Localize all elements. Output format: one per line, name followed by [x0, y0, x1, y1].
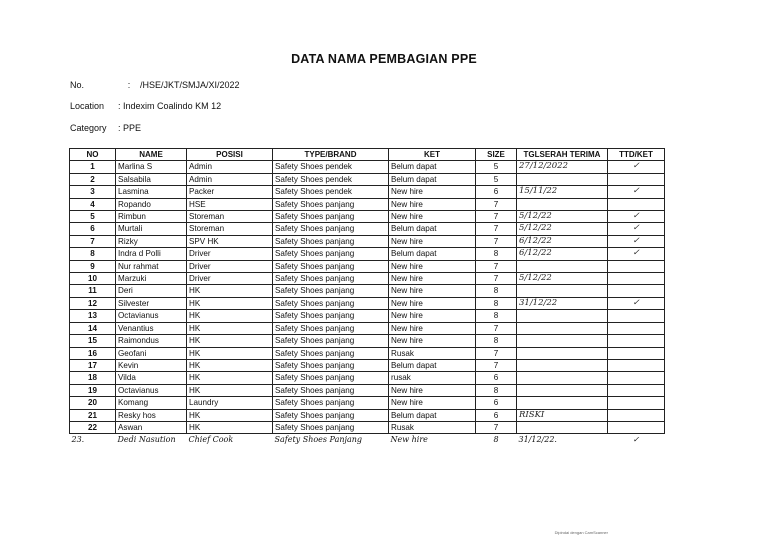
- cell-posisi: Laundry: [187, 397, 273, 409]
- cell-ket: New hire: [389, 273, 476, 285]
- meta-category-label: Category: [70, 123, 107, 133]
- table-row: [70, 359, 665, 371]
- cell-tgl-serah-terima: [517, 335, 608, 347]
- cell-ttd-signature: [608, 409, 665, 421]
- cell-size: 7: [476, 273, 517, 285]
- cell-posisi: HK: [187, 297, 273, 309]
- cell-size: 7: [476, 322, 517, 334]
- cell-size: 7: [476, 211, 517, 223]
- cell-type-brand: Safety Shoes panjang: [273, 335, 389, 347]
- cell-size: 7: [476, 223, 517, 235]
- cell-posisi: HK: [187, 322, 273, 334]
- cell-posisi: HK: [187, 409, 273, 421]
- meta-number-sep: :: [127, 80, 131, 90]
- cell-ket: New hire: [389, 211, 476, 223]
- cell-ttd-signature: [608, 384, 665, 396]
- cell-name: Aswan: [116, 421, 187, 433]
- table-row: [70, 198, 665, 210]
- cell-ket: New hire: [389, 335, 476, 347]
- cell-posisi: Driver: [187, 260, 273, 272]
- table-row: [70, 384, 665, 396]
- cell-ttd-signature: ✓: [608, 297, 665, 309]
- cell-tgl-serah-terima: 15/11/22: [517, 186, 608, 198]
- table-row: [70, 297, 665, 309]
- meta-number-label: No.: [70, 80, 85, 90]
- cell-posisi: HK: [187, 347, 273, 359]
- table-row: [70, 161, 665, 173]
- cell-size: 6: [476, 186, 517, 198]
- table-row: [70, 173, 665, 185]
- cell-ket: New hire: [389, 260, 476, 272]
- cell-type-brand: Safety Shoes panjang: [273, 421, 389, 433]
- cell-ket: Belum dapat: [389, 359, 476, 371]
- cell-name: Indra d Polli: [116, 248, 187, 260]
- table-body: [70, 161, 665, 446]
- cell-size: 7: [476, 198, 517, 210]
- table-row: [70, 397, 665, 409]
- cell-tgl-serah-terima: 5/12/22: [517, 211, 608, 223]
- cell-name: Lasmina: [116, 186, 187, 198]
- cell-size: 8: [476, 310, 517, 322]
- cell-ket: Rusak: [389, 421, 476, 433]
- meta-number: [70, 80, 240, 90]
- cell-ket: New hire: [389, 384, 476, 396]
- cell-no: 22: [70, 421, 116, 433]
- cell-type-brand: Safety Shoes pendek: [273, 173, 389, 185]
- cell-name: Murtali: [116, 223, 187, 235]
- cell-tgl-serah-terima: [517, 359, 608, 371]
- cell-size: 5: [476, 161, 517, 173]
- cell-posisi: HK: [187, 335, 273, 347]
- cell-no: 20: [70, 397, 116, 409]
- table-row: [70, 223, 665, 235]
- cell-name: Octavianus: [116, 384, 187, 396]
- cell-ket: Belum dapat: [389, 409, 476, 421]
- cell-no: 10: [70, 273, 116, 285]
- document-title: DATA NAMA PEMBAGIAN PPE: [291, 52, 477, 66]
- cell-posisi: HK: [187, 421, 273, 433]
- cell-posisi: Admin: [187, 173, 273, 185]
- cell-type-brand: Safety Shoes panjang: [273, 223, 389, 235]
- cell-name: Marzuki: [116, 273, 187, 285]
- cell-type-brand: Safety Shoes panjang: [273, 359, 389, 371]
- cell-size: 8: [476, 384, 517, 396]
- cell-tgl-serah-terima: 31/12/22: [517, 297, 608, 309]
- cell-tgl-serah-terima: [517, 384, 608, 396]
- cell-ttd-signature: ✓: [608, 186, 665, 198]
- cell-posisi: HK: [187, 359, 273, 371]
- cell-type-brand: Safety Shoes panjang: [273, 260, 389, 272]
- scanner-footer: Dipindai dengan CamScanner: [554, 530, 608, 535]
- cell-tgl-serah-terima: [517, 260, 608, 272]
- cell-tgl-serah-terima: 27/12/2022: [517, 161, 608, 173]
- cell-type-brand: Safety Shoes panjang: [273, 397, 389, 409]
- cell-ket: New hire: [389, 186, 476, 198]
- header-tgl-serah-terima: TGLSERAH TERIMA: [517, 149, 608, 161]
- table-row: [70, 273, 665, 285]
- table-row: [70, 211, 665, 223]
- cell-no: 18: [70, 372, 116, 384]
- header-size: SIZE: [476, 149, 517, 161]
- cell-no: 15: [70, 335, 116, 347]
- cell-type-brand: Safety Shoes panjang: [273, 384, 389, 396]
- handwritten-cell-size: 8: [493, 435, 499, 445]
- cell-posisi: Admin: [187, 161, 273, 173]
- cell-ttd-signature: [608, 421, 665, 433]
- cell-size: 8: [476, 297, 517, 309]
- cell-tgl-serah-terima: [517, 372, 608, 384]
- cell-no: 8: [70, 248, 116, 260]
- cell-type-brand: Safety Shoes panjang: [273, 211, 389, 223]
- cell-ket: New hire: [389, 322, 476, 334]
- cell-ket: rusak: [389, 372, 476, 384]
- cell-ket: New hire: [389, 198, 476, 210]
- cell-ttd-signature: [608, 397, 665, 409]
- cell-name: Rizky: [116, 235, 187, 247]
- cell-tgl-serah-terima: 5/12/22: [517, 223, 608, 235]
- cell-type-brand: Safety Shoes panjang: [273, 347, 389, 359]
- table-row: [70, 260, 665, 272]
- cell-ttd-signature: [608, 322, 665, 334]
- table-row: [70, 421, 665, 433]
- meta-category: [70, 123, 141, 133]
- cell-name: Marlina S: [116, 161, 187, 173]
- table-row: [70, 186, 665, 198]
- meta-category-value: PPE: [123, 123, 142, 133]
- handwritten-row: [70, 434, 665, 446]
- cell-no: 13: [70, 310, 116, 322]
- cell-size: 6: [476, 409, 517, 421]
- cell-no: 19: [70, 384, 116, 396]
- table-row: [70, 335, 665, 347]
- cell-posisi: Packer: [187, 186, 273, 198]
- cell-ket: New hire: [389, 310, 476, 322]
- cell-ttd-signature: [608, 359, 665, 371]
- table-row: [70, 322, 665, 334]
- handwritten-cell-tgl-serah-terima: 31/12/22.: [518, 435, 557, 445]
- cell-name: Komang: [116, 397, 187, 409]
- cell-tgl-serah-terima: 6/12/22: [517, 248, 608, 260]
- cell-no: 6: [70, 223, 116, 235]
- cell-ttd-signature: [608, 198, 665, 210]
- cell-tgl-serah-terima: [517, 173, 608, 185]
- meta-location: [70, 101, 221, 111]
- cell-tgl-serah-terima: [517, 347, 608, 359]
- cell-size: 8: [476, 285, 517, 297]
- cell-type-brand: Safety Shoes panjang: [273, 297, 389, 309]
- cell-tgl-serah-terima: [517, 421, 608, 433]
- cell-type-brand: Safety Shoes panjang: [273, 235, 389, 247]
- cell-posisi: HK: [187, 384, 273, 396]
- cell-posisi: HSE: [187, 198, 273, 210]
- handwritten-cell-ttd-signature: ✓: [632, 435, 640, 445]
- cell-size: 7: [476, 235, 517, 247]
- cell-ttd-signature: ✓: [608, 223, 665, 235]
- cell-posisi: HK: [187, 310, 273, 322]
- cell-name: Rimbun: [116, 211, 187, 223]
- cell-no: 7: [70, 235, 116, 247]
- meta-number-value: /HSE/JKT/SMJA/XI/2022: [140, 80, 240, 90]
- cell-no: 17: [70, 359, 116, 371]
- cell-posisi: Storeman: [187, 211, 273, 223]
- cell-ttd-signature: [608, 273, 665, 285]
- cell-name: Silvester: [116, 297, 187, 309]
- cell-ket: Rusak: [389, 347, 476, 359]
- cell-size: 7: [476, 359, 517, 371]
- cell-size: 6: [476, 397, 517, 409]
- cell-name: Ropando: [116, 198, 187, 210]
- cell-type-brand: Safety Shoes panjang: [273, 409, 389, 421]
- cell-ttd-signature: [608, 335, 665, 347]
- cell-tgl-serah-terima: [517, 322, 608, 334]
- cell-size: 7: [476, 347, 517, 359]
- meta-location-sep: :: [118, 101, 121, 111]
- header-ket: KET: [389, 149, 476, 161]
- cell-posisi: HK: [187, 372, 273, 384]
- cell-no: 1: [70, 161, 116, 173]
- cell-type-brand: Safety Shoes panjang: [273, 322, 389, 334]
- cell-ttd-signature: [608, 372, 665, 384]
- table-row: [70, 372, 665, 384]
- cell-ttd-signature: ✓: [608, 211, 665, 223]
- cell-name: Octavianus: [116, 310, 187, 322]
- cell-no: 3: [70, 186, 116, 198]
- cell-ket: Belum dapat: [389, 173, 476, 185]
- cell-no: 21: [70, 409, 116, 421]
- table-row: [70, 409, 665, 421]
- cell-tgl-serah-terima: 6/12/22: [517, 235, 608, 247]
- handwritten-cell-name: Dedi Nasution: [117, 435, 176, 445]
- cell-size: 8: [476, 335, 517, 347]
- cell-type-brand: Safety Shoes panjang: [273, 372, 389, 384]
- handwritten-cell-ket: New hire: [390, 435, 428, 445]
- cell-name: Salsabila: [116, 173, 187, 185]
- cell-ket: New hire: [389, 285, 476, 297]
- cell-tgl-serah-terima: RISKI: [517, 409, 608, 421]
- cell-type-brand: Safety Shoes panjang: [273, 310, 389, 322]
- cell-ket: Belum dapat: [389, 161, 476, 173]
- cell-size: 7: [476, 421, 517, 433]
- cell-tgl-serah-terima: 5/12/22: [517, 273, 608, 285]
- header-type-brand: TYPE/BRAND: [273, 149, 389, 161]
- cell-no: 16: [70, 347, 116, 359]
- cell-name: Raimondus: [116, 335, 187, 347]
- cell-ttd-signature: ✓: [608, 248, 665, 260]
- cell-tgl-serah-terima: [517, 310, 608, 322]
- cell-type-brand: Safety Shoes pendek: [273, 161, 389, 173]
- cell-no: 5: [70, 211, 116, 223]
- cell-name: Venantius: [116, 322, 187, 334]
- cell-ttd-signature: ✓: [608, 161, 665, 173]
- cell-ket: Belum dapat: [389, 248, 476, 260]
- cell-size: 5: [476, 173, 517, 185]
- header-ttd-ket: TTD/KET: [608, 149, 665, 161]
- meta-location-value: Indexim Coalindo KM 12: [123, 101, 222, 111]
- header-posisi: POSISI: [187, 149, 273, 161]
- cell-name: Deri: [116, 285, 187, 297]
- cell-type-brand: Safety Shoes panjang: [273, 198, 389, 210]
- cell-name: Vilda: [116, 372, 187, 384]
- cell-name: Kevin: [116, 359, 187, 371]
- cell-name: Geofani: [116, 347, 187, 359]
- cell-ttd-signature: [608, 285, 665, 297]
- cell-posisi: SPV HK: [187, 235, 273, 247]
- cell-ket: New hire: [389, 235, 476, 247]
- cell-size: 8: [476, 248, 517, 260]
- cell-posisi: Driver: [187, 248, 273, 260]
- table-row: [70, 347, 665, 359]
- handwritten-cell-posisi: Chief Cook: [188, 435, 234, 445]
- cell-no: 4: [70, 198, 116, 210]
- cell-ket: New hire: [389, 397, 476, 409]
- cell-no: 11: [70, 285, 116, 297]
- cell-ket: Belum dapat: [389, 223, 476, 235]
- meta-location-label: Location: [70, 101, 105, 111]
- cell-size: 6: [476, 372, 517, 384]
- cell-type-brand: Safety Shoes panjang: [273, 248, 389, 260]
- cell-size: 7: [476, 260, 517, 272]
- cell-type-brand: Safety Shoes panjang: [273, 273, 389, 285]
- cell-ket: New hire: [389, 297, 476, 309]
- table-row: [70, 310, 665, 322]
- ppe-table: [69, 148, 665, 446]
- table-row: [70, 235, 665, 247]
- meta-category-sep: :: [118, 123, 121, 133]
- cell-tgl-serah-terima: [517, 397, 608, 409]
- handwritten-cell-no: 23.: [71, 435, 85, 445]
- cell-ttd-signature: [608, 310, 665, 322]
- cell-ttd-signature: ✓: [608, 235, 665, 247]
- cell-posisi: Storeman: [187, 223, 273, 235]
- cell-no: 12: [70, 297, 116, 309]
- cell-tgl-serah-terima: [517, 198, 608, 210]
- cell-name: Resky hos: [116, 409, 187, 421]
- header-name: NAME: [116, 149, 187, 161]
- table-row: [70, 248, 665, 260]
- table-header-row: [70, 149, 665, 161]
- cell-ttd-signature: [608, 173, 665, 185]
- cell-no: 2: [70, 173, 116, 185]
- cell-no: 14: [70, 322, 116, 334]
- cell-tgl-serah-terima: [517, 285, 608, 297]
- table-row: [70, 285, 665, 297]
- cell-name: Nur rahmat: [116, 260, 187, 272]
- cell-type-brand: Safety Shoes pendek: [273, 186, 389, 198]
- header-no: NO: [70, 149, 116, 161]
- cell-no: 9: [70, 260, 116, 272]
- cell-type-brand: Safety Shoes panjang: [273, 285, 389, 297]
- cell-posisi: Driver: [187, 273, 273, 285]
- handwritten-cell-type-brand: Safety Shoes Panjang: [274, 435, 363, 445]
- cell-ttd-signature: [608, 347, 665, 359]
- cell-ttd-signature: [608, 260, 665, 272]
- cell-posisi: HK: [187, 285, 273, 297]
